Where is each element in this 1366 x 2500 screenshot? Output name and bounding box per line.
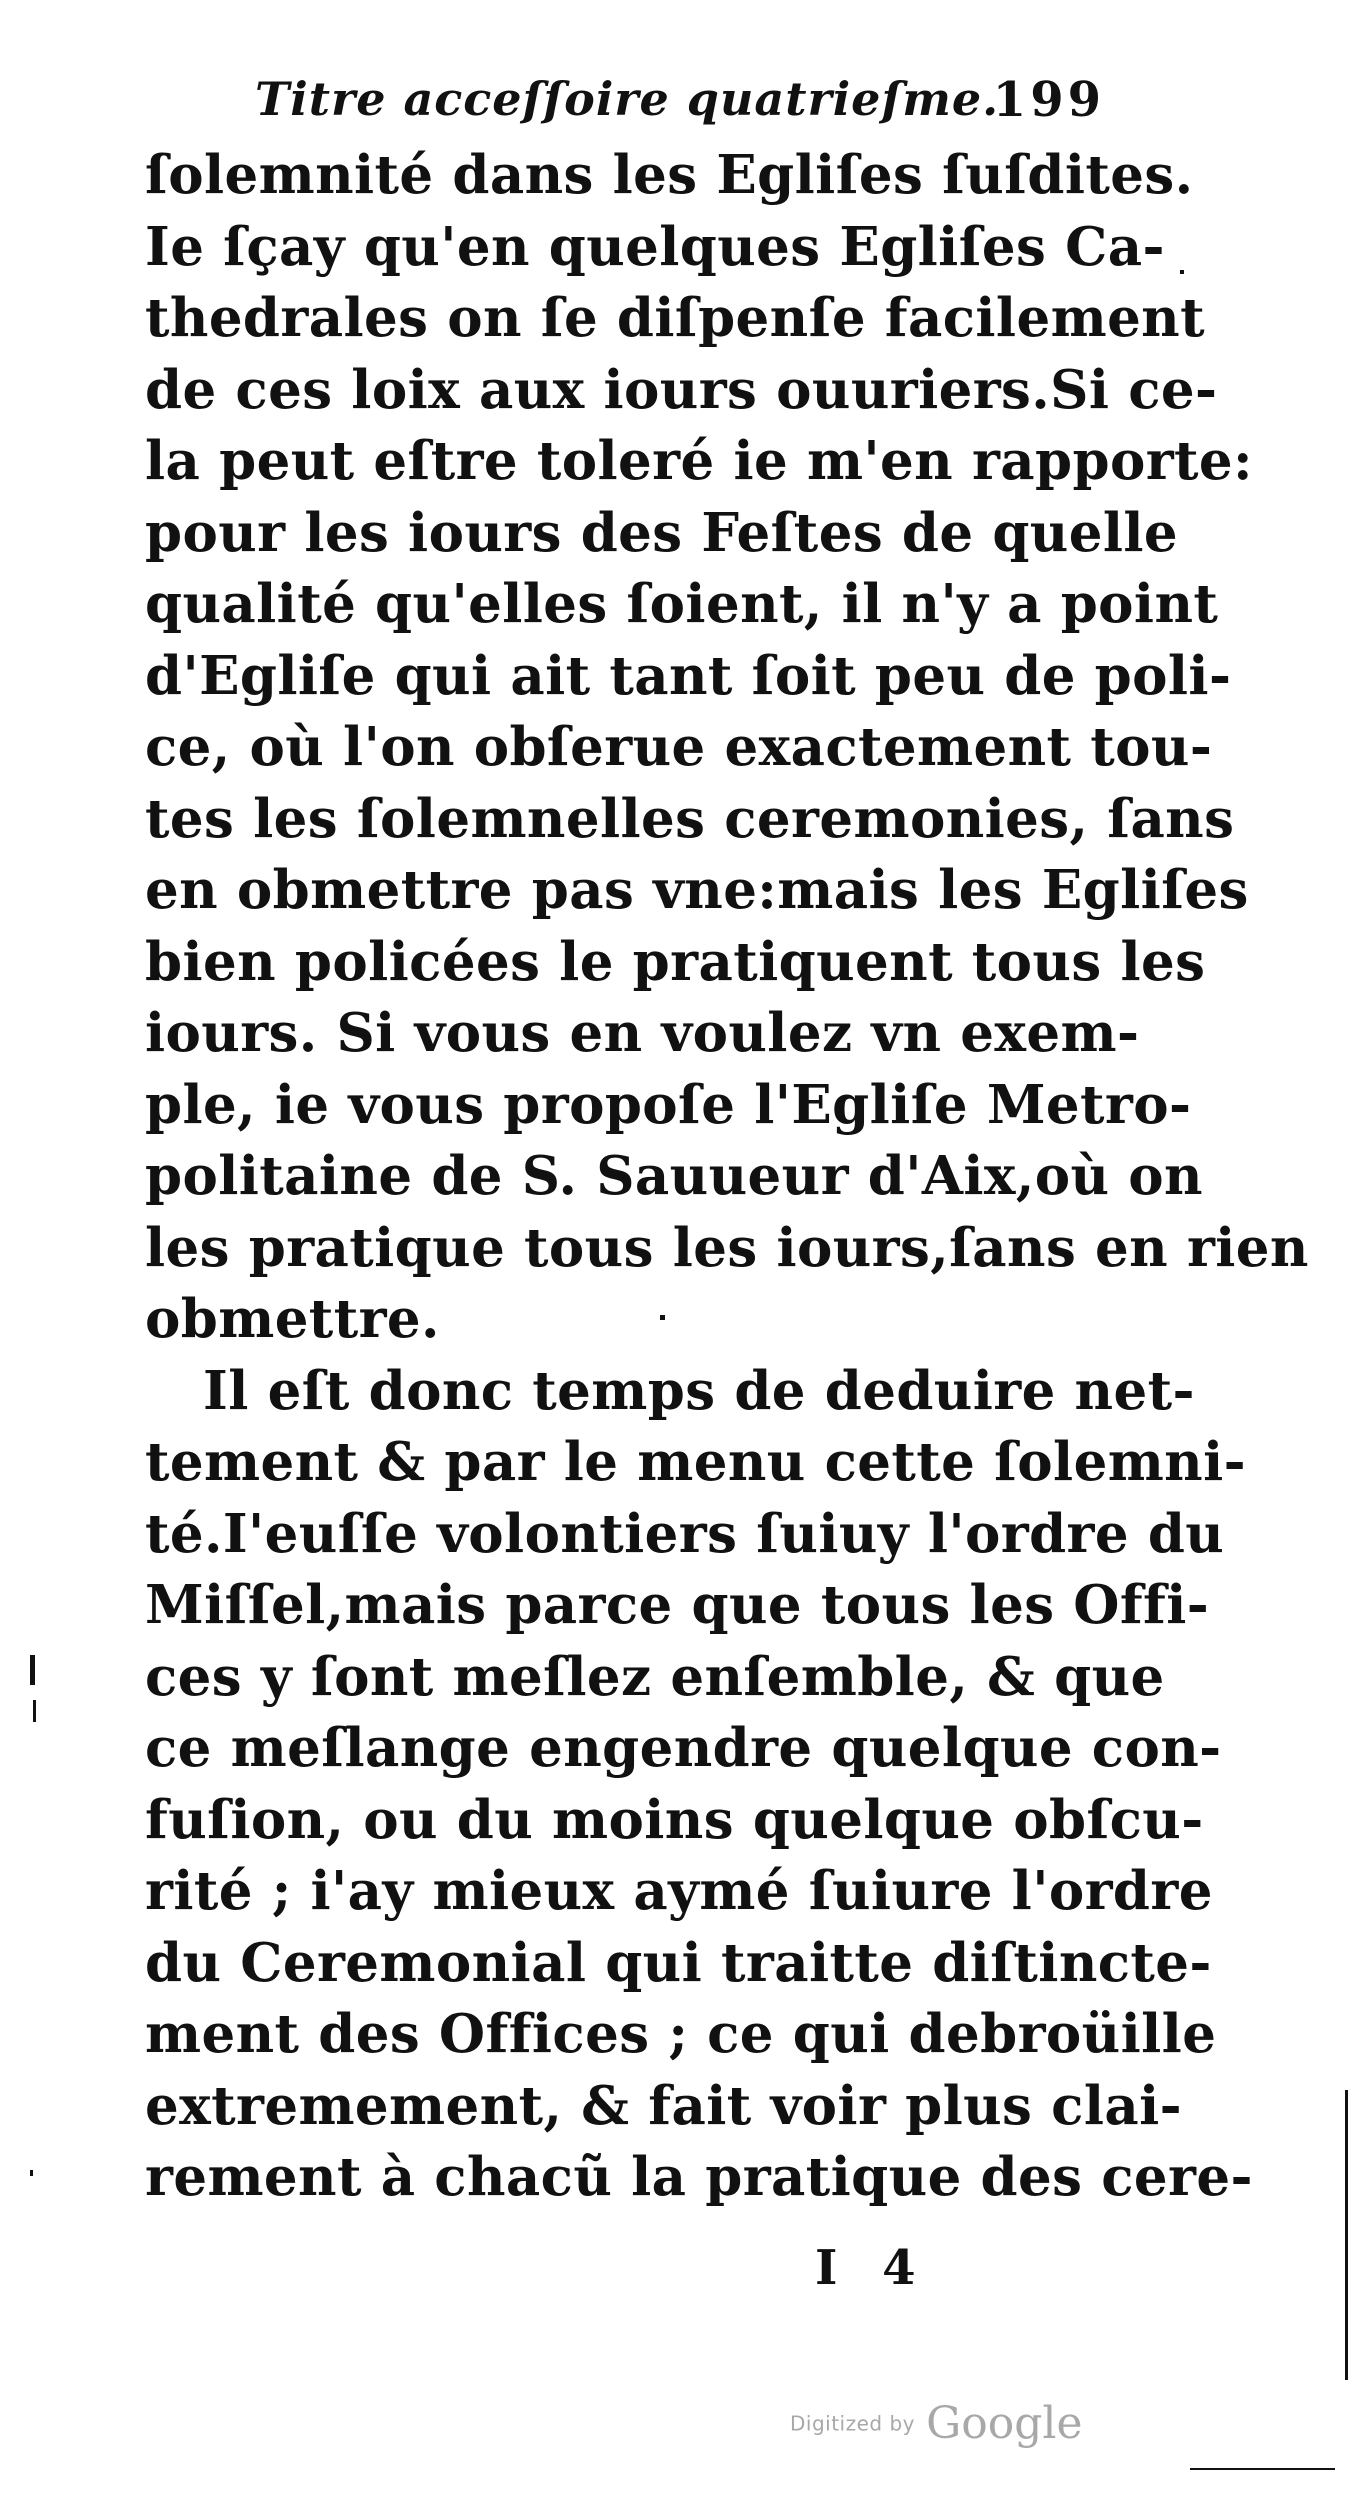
scan-speck [660, 1315, 665, 1320]
text-line: de ces loix aux iours ouuriers.Si ce- [145, 358, 1218, 421]
text-line: ſolemnité dans les Egliſes ſuſdites. [145, 144, 1194, 206]
text-line: ple, ie vous propoſe l'Egliſe Metro- [145, 1073, 1192, 1136]
text-line: tement & par le menu cette ſolemni- [145, 1431, 1247, 1493]
scan-edge-line [1345, 2090, 1348, 2380]
scan-speck [30, 1655, 35, 1685]
text-line: obmettre. [145, 1288, 440, 1350]
running-head [255, 72, 1115, 142]
text-line: iours. Si vous en voulez vn exem- [145, 1002, 1140, 1064]
text-line: fuſion, ou du moins quelque obſcu- [145, 1788, 1204, 1851]
text-line: Ie ſçay qu'en quelques Egliſes Ca- [145, 215, 1165, 278]
text-line: rité ; i'ay mieux aymé ſuiure l'ordre [145, 1860, 1213, 1922]
scan-speck [30, 2170, 33, 2176]
signature-mark: I 4 [815, 2240, 930, 2296]
scan-edge-line [1190, 2468, 1335, 2470]
text-line: qualité qu'elles ſoient, il n'y a point [145, 573, 1219, 635]
text-line: d'Egliſe qui ait tant ſoit peu de poli- [145, 644, 1232, 707]
text-line: du Ceremonial qui traitte diſtincte- [145, 1931, 1212, 1994]
scan-speck [33, 1700, 36, 1722]
text-line: ces y ſont meſlez enſemble, & que [145, 1645, 1165, 1708]
text-line: extremement, & fait voir plus clai- [145, 2074, 1183, 2137]
watermark-prefix: Digitized by [790, 2411, 915, 2436]
text-line: ment des Offices ; ce qui debroüille [145, 2003, 1217, 2065]
text-line: la peut eſtre toleré ie m'en rapporte: [145, 430, 1253, 492]
text-line: les pratique tous les iours,ſans en rien [145, 1216, 1309, 1279]
text-line: té.I'euſſe volontiers ſuiuy l'ordre du [145, 1502, 1225, 1565]
text-line: ce, où l'on obſerue exactement tou- [145, 716, 1213, 778]
paragraph-start-line: Il eſt donc temps de deduire net- [203, 1359, 1195, 1422]
text-line: thedrales on ſe diſpenſe facilement [145, 287, 1205, 349]
text-line: en obmettre pas vne:mais les Egliſes [145, 859, 1249, 921]
text-line: tes les ſolemnelles ceremonies, ſans [145, 787, 1235, 850]
text-line: pour les iours des Feſtes de quelle [145, 501, 1179, 564]
page-number: 199 [992, 72, 1105, 128]
digitization-watermark [790, 2398, 1083, 2458]
text-line: politaine de S. Sauueur d'Aix,où on [145, 1145, 1203, 1207]
body-text [145, 140, 1309, 2214]
running-title: Titre acceſſoire quatrieſme. [255, 72, 1000, 126]
text-line: Miſſel,mais parce que tous les Offi- [145, 1574, 1210, 1636]
text-line: ce meſlange engendre quelque con- [145, 1717, 1222, 1779]
scan-speck [1180, 270, 1184, 274]
text-line: bien policées le pratiquent tous les [145, 930, 1206, 993]
watermark-brand: Google [926, 2398, 1083, 2449]
text-line: rement à chacũ la pratique des cere- [145, 2146, 1253, 2208]
